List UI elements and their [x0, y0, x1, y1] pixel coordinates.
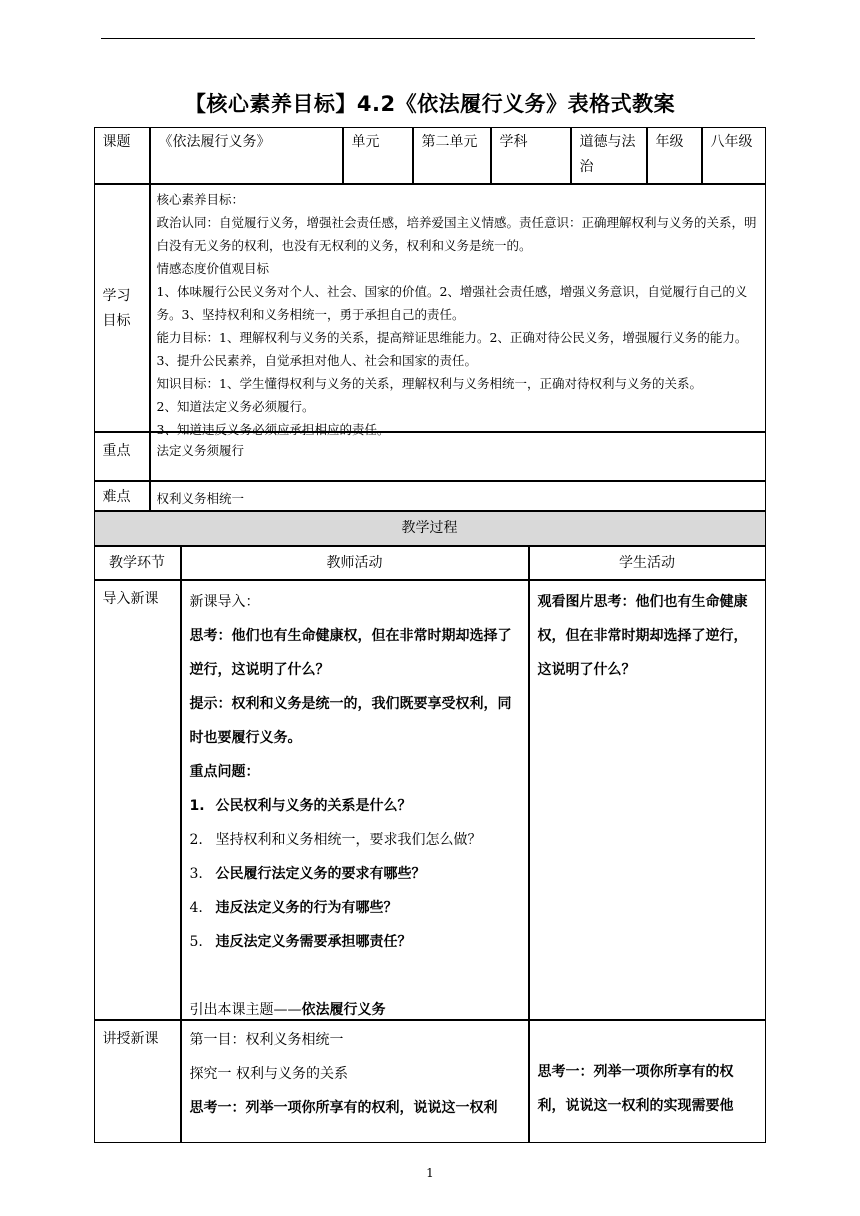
col-header-stage: 教学环节	[94, 546, 181, 580]
cell-difficulty-label: 难点	[94, 481, 150, 511]
intro-think: 思考：他们也有生命健康权，但在非常时期却选择了逆行，这说明了什么？	[189, 627, 512, 678]
teaching-line: 思考一：列举一项你所享有的权利，说说这一权利	[189, 1099, 498, 1116]
objectives-line: 1、体味履行公民义务对个人、社会、国家的价值。2、增强社会责任感，增强义务意识，自觉履行自己的义务。3、坚持权利和义务相统一，勇于承担自己的责任。	[156, 283, 748, 322]
cell-subject-value: 《依法履行义务》	[150, 127, 343, 184]
cell-unit-value: 第二单元	[413, 127, 491, 184]
header-rule	[101, 38, 755, 39]
cell-keypoint-value: 法定义务须履行	[150, 432, 766, 481]
col-header-student: 学生活动	[529, 546, 766, 580]
teaching-line: 探究一 权利与义务的关系	[189, 1065, 348, 1082]
objectives-line: 核心素养目标：	[156, 191, 245, 207]
cell-subject-label: 课题	[94, 127, 150, 184]
objectives-line: 3、知道违反义务必须应承担相应的责任。	[156, 421, 390, 437]
intro-label: 新课导入：	[189, 593, 260, 610]
objectives-line: 知识目标：1、学生懂得权利与义务的关系，理解权利与义务相统一，正确对待权利与义务的关系。	[156, 375, 702, 391]
cell-grade-label: 年级	[647, 127, 702, 184]
cell-difficulty-value: 权利义务相统一	[150, 481, 766, 511]
process-header: 教学过程	[94, 511, 766, 546]
cell-unit-label: 单元	[343, 127, 413, 184]
objectives-line: 情感态度价值观目标	[156, 260, 270, 276]
page-number: 1	[426, 1166, 434, 1180]
cell-grade-value: 八年级	[702, 127, 766, 184]
objectives-line: 能力目标：1、理解权利与义务的关系，提高辩证思维能力。2、正确对待公民义务，增强履行义务的能力。3、提升公民素养，自觉承担对他人、社会和国家的责任。	[156, 329, 748, 368]
question-item: 4. 违反法定义务的行为有哪些？	[189, 899, 398, 916]
objectives-line: 政治认同：自觉履行义务，增强社会责任感，培养爱国主义情感。责任意识：正确理解权利与义务的关系，明白没有无义务的权利，也没有无权利的义务，权利和义务是统一的。	[156, 214, 757, 253]
intro-hint: 提示：权利和义务是统一的，我们既要享受权利，同时也要履行义务。	[189, 695, 512, 746]
cell-discipline-value: 道德与法治	[571, 127, 647, 184]
objectives-line: 2、知道法定义务必须履行。	[156, 398, 315, 414]
question-item: 1. 公民权利与义务的关系是什么？	[189, 797, 412, 814]
document-title: 【核心素养目标】4.2《依法履行义务》表格式教案	[184, 92, 676, 116]
teacher-activity-intro	[181, 580, 529, 1020]
stage-teaching: 讲授新课	[94, 1020, 181, 1143]
student-activity-intro: 观看图片思考：他们也有生命健康权，但在非常时期却选择了逆行，这说明了什么？	[529, 580, 766, 1020]
cell-objectives-content	[150, 184, 766, 437]
student-activity-teaching: 思考一：列举一项你所享有的权利，说说这一权利的实现需要他	[529, 1020, 766, 1143]
stage-intro: 导入新课	[94, 580, 181, 1020]
question-item: 5. 违反法定义务需要承担哪责任？	[189, 933, 412, 950]
question-item: 2. 坚持权利和义务相统一，要求我们怎么做？	[189, 831, 482, 848]
cell-keypoint-label: 重点	[94, 432, 150, 481]
col-header-teacher: 教师活动	[181, 546, 529, 580]
questions-title: 重点问题：	[189, 763, 260, 780]
cell-objectives-label: 学习目标	[94, 184, 150, 432]
cell-discipline-label: 学科	[491, 127, 571, 184]
teacher-activity-teaching	[181, 1020, 529, 1143]
teaching-line: 第一目：权利义务相统一	[189, 1031, 344, 1048]
question-item: 3. 公民履行法定义务的要求有哪些？	[189, 865, 426, 882]
lead-topic: 引出本课主题——依法履行义务	[189, 1001, 386, 1018]
